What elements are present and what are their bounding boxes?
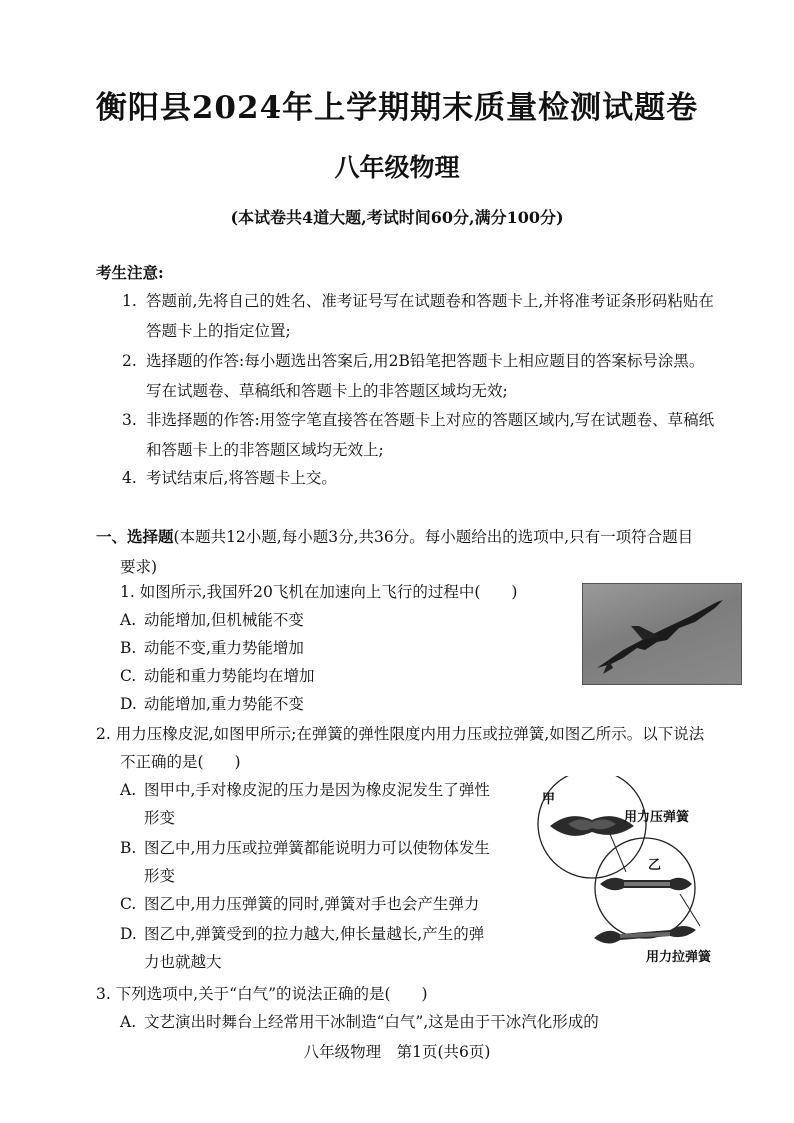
question-stem <box>96 720 746 776</box>
notice-item <box>122 405 742 465</box>
answer-option <box>120 1008 740 1036</box>
notice-item-number: 3. <box>122 411 137 429</box>
answer-option <box>120 920 520 976</box>
answer-option <box>120 662 315 690</box>
option-text: 动能增加,重力势能不变 <box>144 695 304 713</box>
spring-figure <box>520 776 750 966</box>
option-letter: B. <box>120 639 137 657</box>
notice-item-line: 答题前,先将自己的姓名、准考证号写在试题卷和答题卡上,并将准考证条形码粘贴在 <box>146 292 714 310</box>
option-text-cont: 形变 <box>144 867 176 885</box>
option-text-cont: 形变 <box>144 809 176 827</box>
notice-item <box>122 286 742 346</box>
notice-item-line: 和答题卡上的非答题区域均无效上; <box>146 441 384 459</box>
answer-option <box>120 776 520 832</box>
section-description: (本题共12小题,每小题3分,共36分。每小题给出的选项中,只有一项符合题目 <box>173 528 694 546</box>
notice-item-line: 选择题的作答:每小题选出答案后,用2B铅笔把答题卡上相应题目的答案标号涂黑。 <box>146 352 705 370</box>
figure-label-press: 用力压弹簧 <box>624 810 690 825</box>
option-letter: C. <box>120 895 137 913</box>
fighter-jet-icon <box>583 584 741 684</box>
option-letter: B. <box>120 839 137 857</box>
notice-item-line: 考试结束后,将答题卡上交。 <box>146 469 337 487</box>
option-letter: A. <box>120 1013 137 1031</box>
notice-item <box>122 346 742 406</box>
answer-option <box>120 690 304 718</box>
question-stem: 3. 下列选项中,关于“白气”的说法正确的是( ) <box>96 985 428 1003</box>
figure-label-yi: 乙 <box>648 858 662 873</box>
notice-item <box>122 463 742 493</box>
jet-photo <box>582 583 742 685</box>
notice-item-number: 4. <box>122 469 137 487</box>
option-text: 图乙中,用力压或拉弹簧都能说明力可以使物体发生 <box>144 839 490 857</box>
option-text: 图甲中,手对橡皮泥的压力是因为橡皮泥发生了弹性 <box>144 781 490 799</box>
option-letter: D. <box>120 925 137 943</box>
answer-option <box>120 606 304 634</box>
option-text: 动能增加,但机械能不变 <box>144 611 304 629</box>
option-letter: C. <box>120 667 137 685</box>
notice-item-number: 1. <box>122 292 137 310</box>
notice-item-line: 写在试题卷、草稿纸和答题卡上的非答题区域均无效; <box>146 382 508 400</box>
option-text: 文艺演出时舞台上经常用干冰制造“白气”,这是由于干冰汽化形成的 <box>144 1013 599 1031</box>
question-stem-line: 2. 用力压橡皮泥,如图甲所示;在弹簧的弹性限度内用力压或拉弹簧,如图乙所示。以下说法 <box>96 725 705 743</box>
section-heading <box>96 522 736 582</box>
notice-item-number: 2. <box>122 352 137 370</box>
notice-item-line: 非选择题的作答:用签字笔直接答在答题卡上对应的答题区域内,写在试题卷、草稿纸 <box>146 411 715 429</box>
figure-label-pull: 用力拉弹簧 <box>646 950 712 965</box>
option-text: 动能和重力势能均在增加 <box>144 667 315 685</box>
option-letter: A. <box>120 781 137 799</box>
question-stem: 1. 如图所示,我国歼20飞机在加速向上飞行的过程中( ) <box>120 583 518 601</box>
notice-title: 考生注意: <box>96 263 164 282</box>
answer-option <box>120 890 520 918</box>
option-text: 图乙中,弹簧受到的拉力越大,伸长量越长,产生的弹 <box>144 925 485 943</box>
answer-option <box>120 634 304 662</box>
option-letter: D. <box>120 695 137 713</box>
notice-item-line: 答题卡上的指定位置; <box>146 322 291 340</box>
section-title: 一、选择题 <box>96 527 174 546</box>
page-footer: 八年级物理 第1页(共6页) <box>303 1043 491 1061</box>
option-text: 动能不变,重力势能增加 <box>144 639 304 657</box>
exam-subtitle: 八年级物理 <box>334 153 460 182</box>
exam-title: 衡阳县2024年上学期期末质量检测试题卷 <box>95 90 699 126</box>
answer-option <box>120 834 520 890</box>
option-text-cont: 力也就越大 <box>144 953 222 971</box>
question-stem-line: 不正确的是( ) <box>120 753 241 771</box>
figure-label-jia: 甲 <box>542 792 556 807</box>
option-letter: A. <box>120 611 137 629</box>
option-text: 图乙中,用力压弹簧的同时,弹簧对手也会产生弹力 <box>144 895 480 913</box>
section-description-cont: 要求) <box>120 558 158 576</box>
exam-info: (本试卷共4道大题,考试时间60分,满分100分) <box>230 208 564 227</box>
